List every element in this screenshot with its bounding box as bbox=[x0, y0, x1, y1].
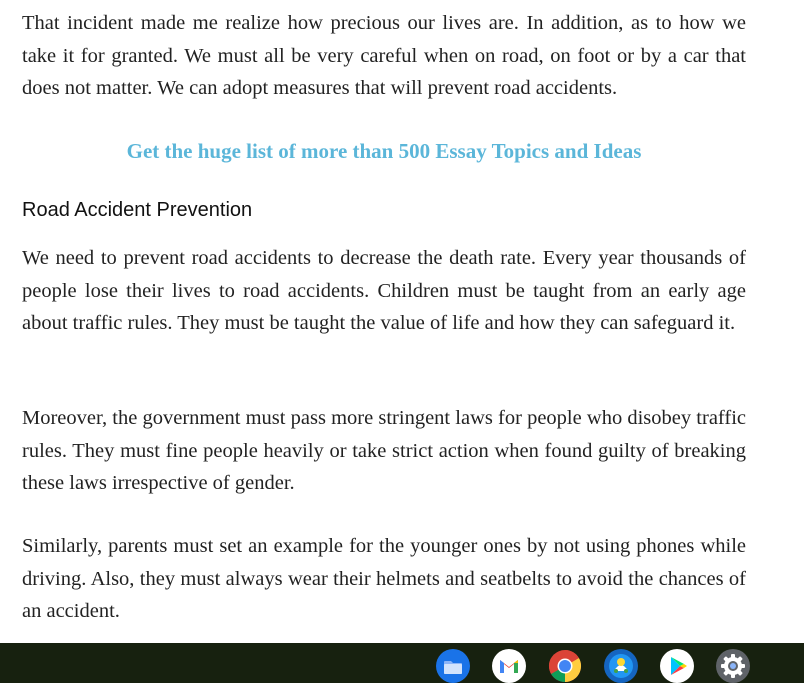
chrome-icon[interactable] bbox=[548, 649, 582, 683]
article-paragraph-government: Moreover, the government must pass more stringent laws for people who disobey traffic rules. They must fine people heavily or take strict action when found guilty of breaking these laws irrespective of gender. bbox=[22, 407, 746, 495]
files-icon[interactable] bbox=[436, 649, 470, 683]
article-paragraph-prevention: We need to prevent road accidents to decrease the death rate. Every year thousands of people lose their lives to road accidents. Children must be taught from an early age about traffic rules. They must be taught the value of life and how they can safeguard it. bbox=[22, 247, 746, 335]
play-store-icon[interactable] bbox=[660, 649, 694, 683]
section-heading: Road Accident Prevention bbox=[22, 199, 253, 221]
article-paragraph-incident: That incident made me realize how precious our lives are. In addition, as to how we take it for granted. We must all be very careful when on road, on foot or by a car that does not matter. We can adopt measures that will prevent road accidents. bbox=[22, 12, 746, 100]
essay-topics-link[interactable]: Get the huge list of more than 500 Essay Topics and Ideas bbox=[126, 139, 642, 163]
cloud-ready-icon[interactable] bbox=[604, 649, 638, 683]
gmail-icon[interactable] bbox=[492, 649, 526, 683]
settings-icon[interactable] bbox=[716, 649, 750, 683]
article-paragraph-parents: Similarly, parents must set an example for the younger ones by not using phones while driving. Also, they must always wear their helmets and seatbelts to avoid the chances of an accident. bbox=[22, 535, 746, 623]
shelf-taskbar bbox=[0, 643, 804, 683]
